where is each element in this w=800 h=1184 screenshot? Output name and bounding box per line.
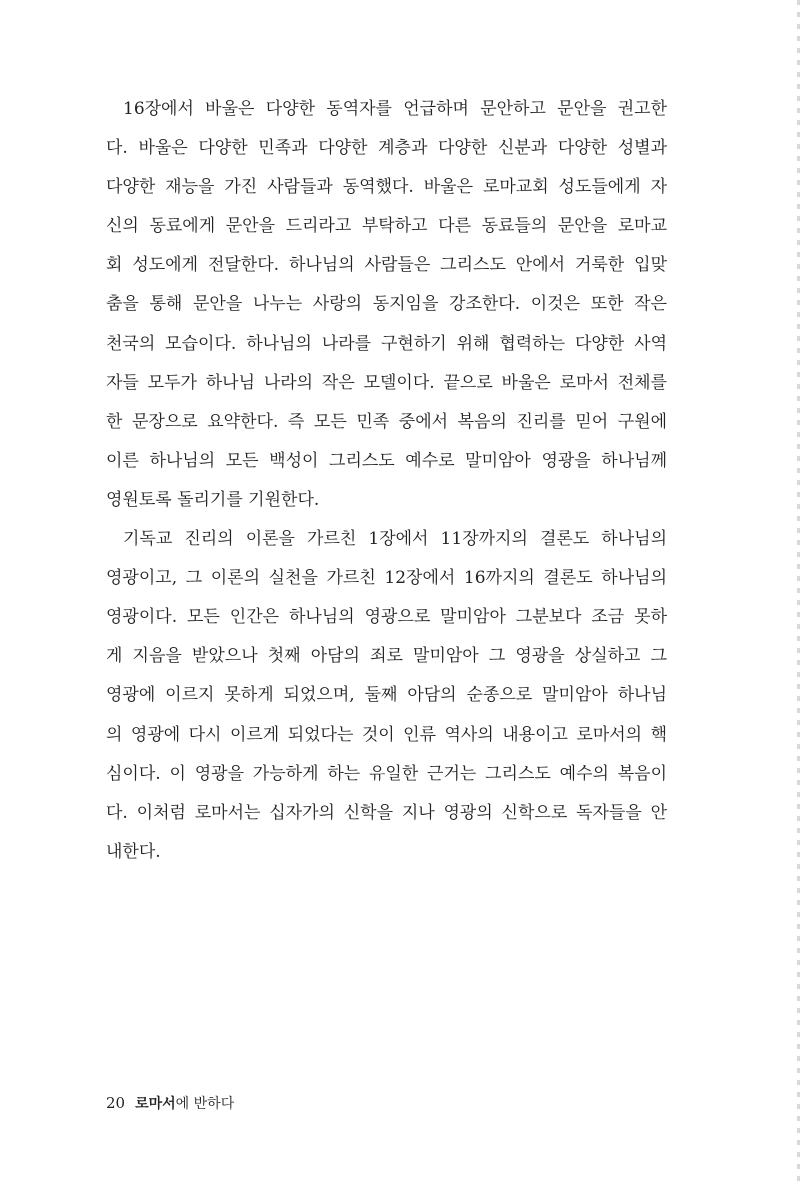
- text-line: 다양한 재능을 가진 사람들과 동역했다. 바울은 로마교회 성도들에게 자: [106, 177, 667, 198]
- text-line: 내한다.: [106, 841, 161, 862]
- text-line: 영광이고, 그 이론의 실천을 가르친 12장에서 16까지의 결론도 하나님의: [106, 568, 667, 589]
- text-line: 춤을 통해 문안을 나누는 사랑의 동지임을 강조한다. 이것은 또한 작은: [106, 294, 667, 315]
- text-line: 영원토록 돌리기를 기원한다.: [106, 489, 320, 510]
- text-line: 다. 이처럼 로마서는 십자가의 신학을 지나 영광의 신학으로 독자들을 안: [106, 802, 667, 823]
- text-line: 천국의 모습이다. 하나님의 나라를 구현하기 위해 협력하는 다양한 사역: [106, 333, 667, 354]
- text-line: 한 문장으로 요약한다. 즉 모든 민족 중에서 복음의 진리를 믿어 구원에: [106, 411, 667, 432]
- text-line: 기독교 진리의 이론을 가르친 1장에서 11장까지의 결론도 하나님의: [123, 529, 667, 550]
- body-text: [106, 90, 667, 872]
- text-line: 16장에서 바울은 다양한 동역자를 언급하며 문안하고 문안을 권고한: [123, 99, 667, 119]
- text-line: 영광에 이르지 못하게 되었으며, 둘째 아담의 순종으로 말미암아 하나님: [106, 685, 667, 706]
- page-footer: [106, 1093, 234, 1114]
- book-title-bold: 로마서: [135, 1096, 176, 1112]
- text-line: 영광이다. 모든 인간은 하나님의 영광으로 말미암아 그분보다 조금 못하: [106, 607, 667, 628]
- text-line: 신의 동료에게 문안을 드리라고 부탁하고 다른 동료들의 문안을 로마교: [106, 216, 667, 237]
- text-line: 자들 모두가 하나님 나라의 작은 모델이다. 끝으로 바울은 로마서 전체를: [106, 372, 667, 393]
- text-line: 다. 바울은 다양한 민족과 다양한 계층과 다양한 신분과 다양한 성별과: [106, 138, 667, 159]
- book-title-rest: 에 반하다: [175, 1096, 235, 1112]
- text-line: 게 지음을 받았으나 첫째 아담의 죄로 말미암아 그 영광을 상실하고 그: [106, 646, 667, 667]
- text-line: 의 영광에 다시 이르게 되었다는 것이 인류 역사의 내용이고 로마서의 핵: [106, 724, 667, 745]
- page-number: 20: [106, 1094, 126, 1112]
- text-line: 회 성도에게 전달한다. 하나님의 사람들은 그리스도 안에서 거룩한 입맞: [106, 255, 667, 276]
- text-line: 이른 하나님의 모든 백성이 그리스도 예수로 말미암아 영광을 하나님께: [106, 450, 667, 471]
- text-line: 심이다. 이 영광을 가능하게 하는 유일한 근거는 그리스도 예수의 복음이: [106, 763, 667, 784]
